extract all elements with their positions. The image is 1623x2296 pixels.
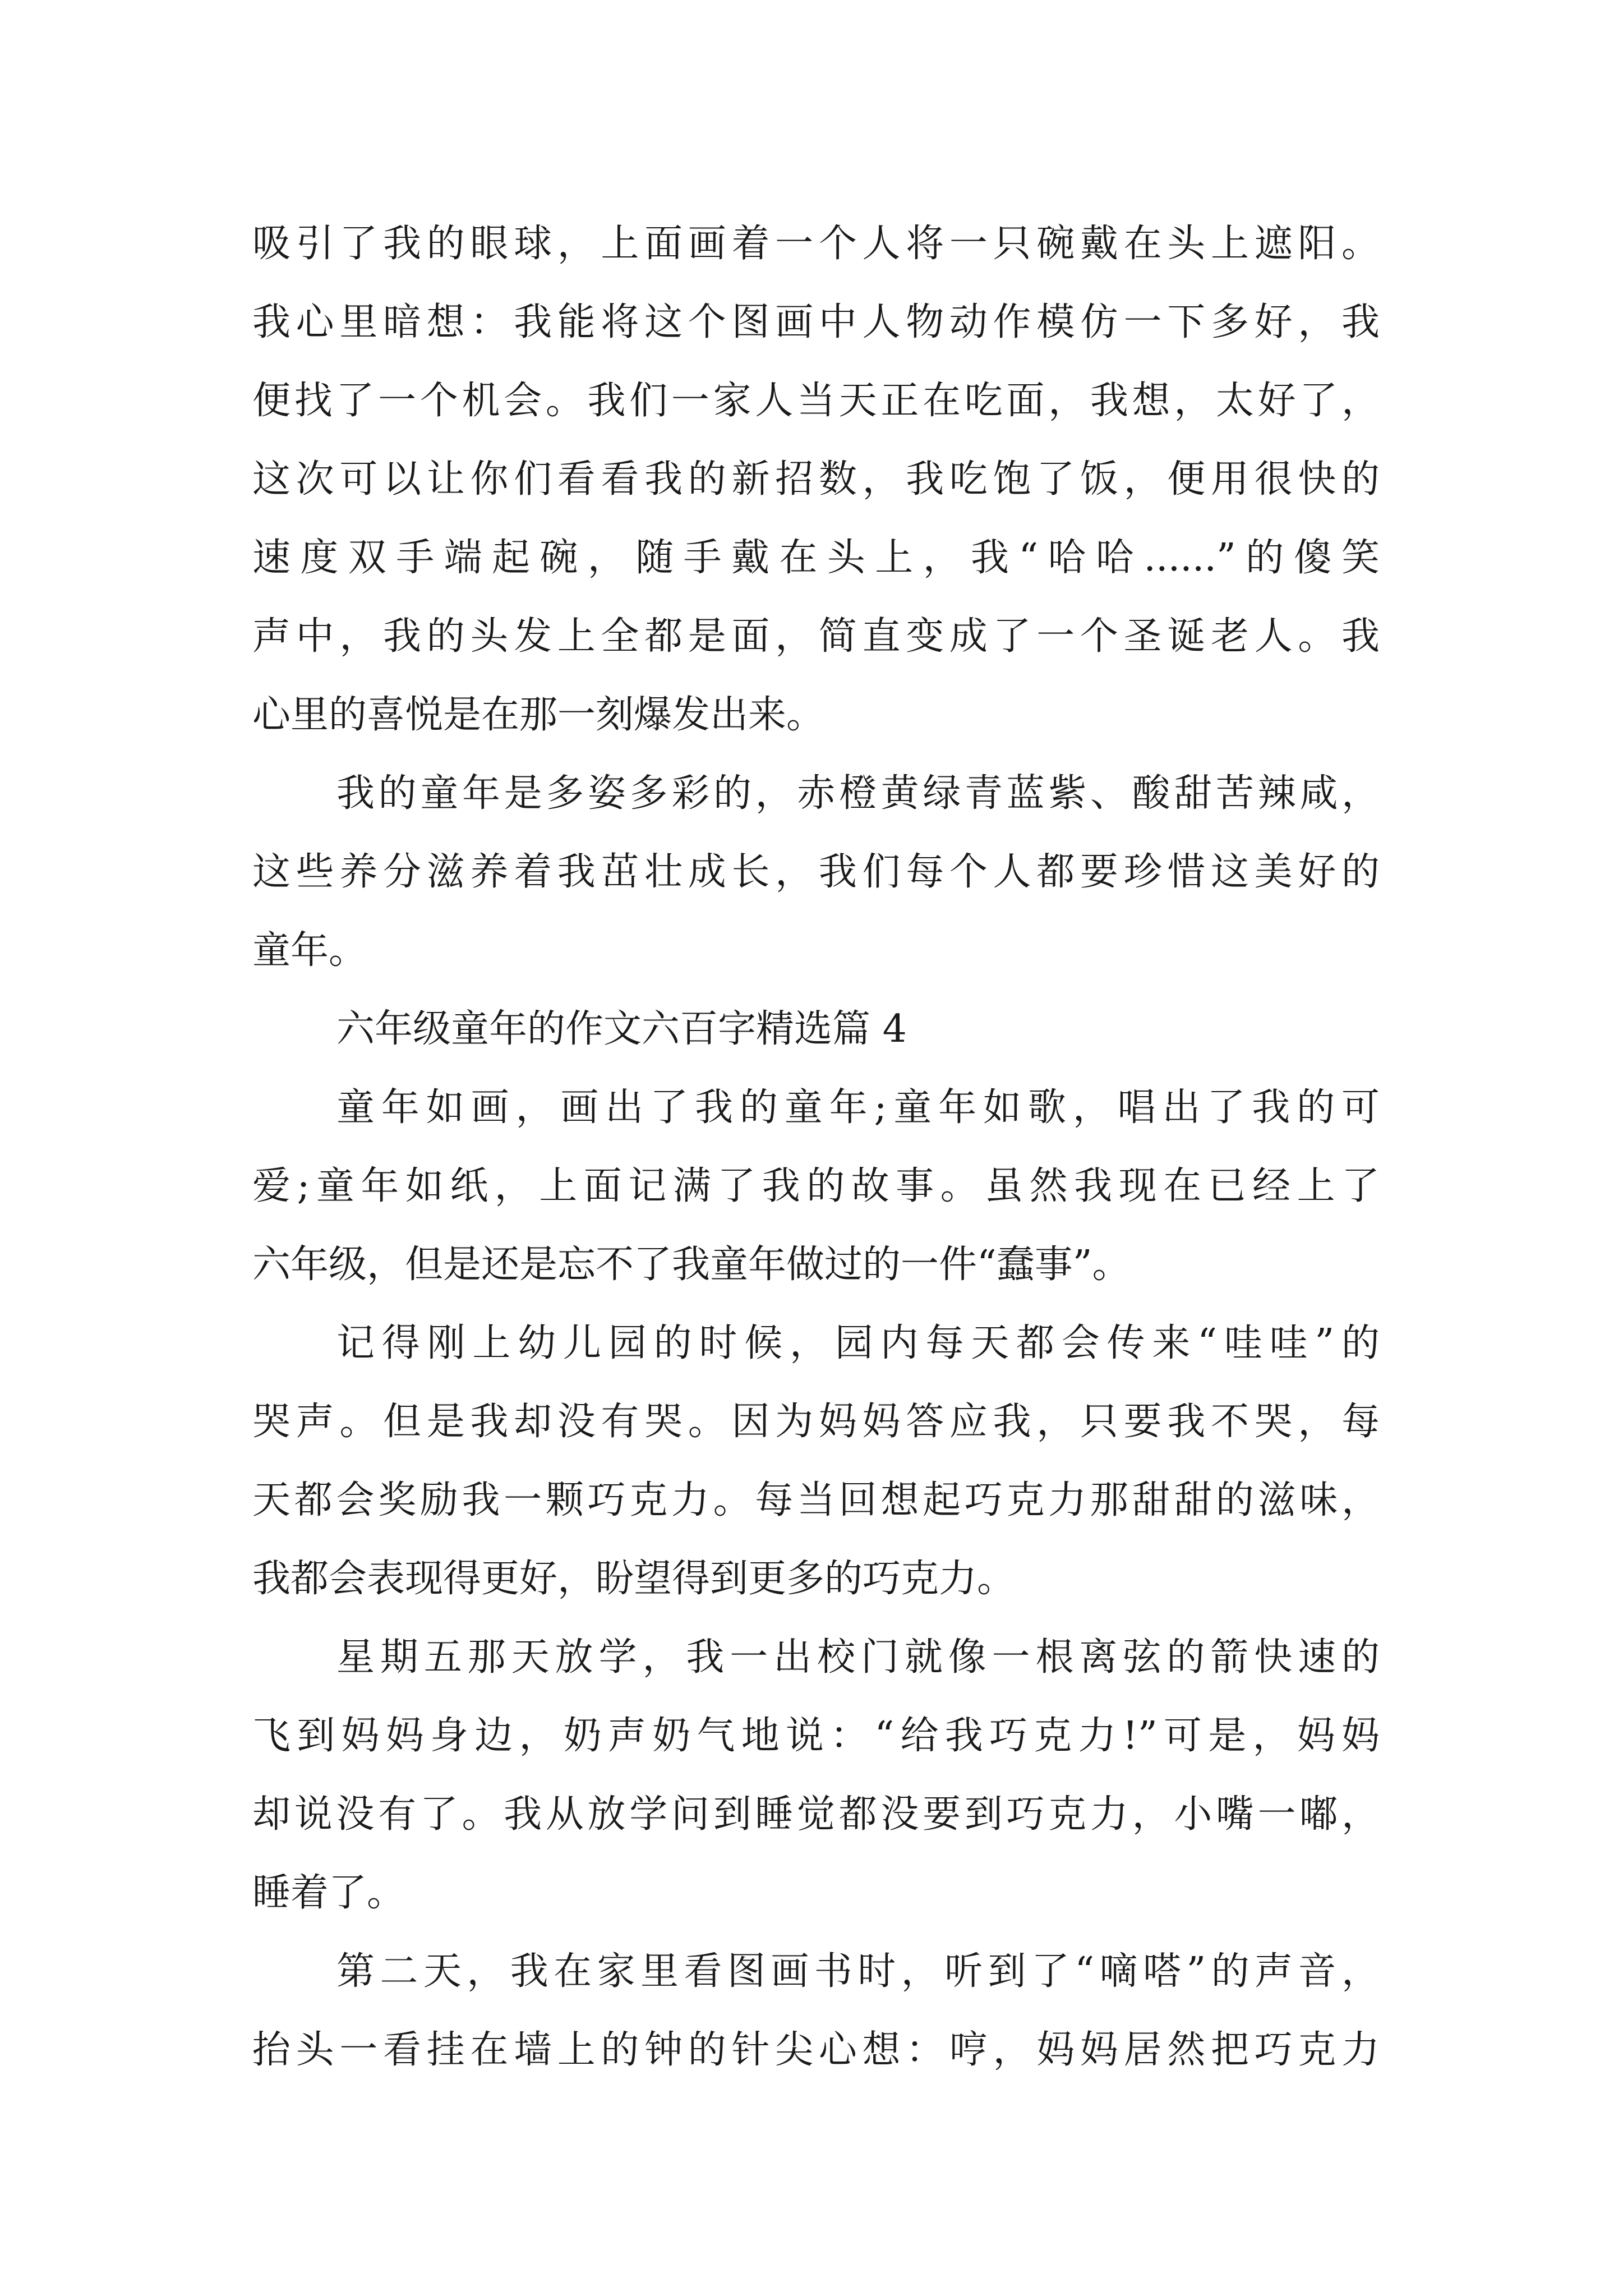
paragraph-line: 吸引了我的眼球，上面画着一个人将一只碗戴在头上遮阳。 <box>252 222 1380 266</box>
paragraph-line: 这次可以让你们看看我的新招数，我吃饱了饭，便用很快的 <box>252 457 1380 501</box>
paragraph-line: 速度双手端起碗，随手戴在头上，我“哈哈......”的傻笑 <box>252 536 1380 580</box>
paragraph-line: 这些养分滋养着我茁壮成长，我们每个人都要珍惜这美好的 <box>252 850 1380 894</box>
paragraph-line: 童年如画，画出了我的童年;童年如歌，唱出了我的可 <box>336 1085 1380 1130</box>
paragraph-line: 我心里暗想：我能将这个图画中人物动作模仿一下多好，我 <box>252 300 1380 344</box>
paragraph-line: 星期五那天放学，我一出校门就像一根离弦的箭快速的 <box>336 1635 1380 1680</box>
paragraph-line: 抬头一看挂在墙上的钟的针尖心想：哼，妈妈居然把巧克力 <box>252 2028 1380 2072</box>
paragraph-line: 哭声。但是我却没有哭。因为妈妈答应我，只要我不哭，每 <box>252 1400 1380 1444</box>
paragraph-line: 便找了一个机会。我们一家人当天正在吃面，我想，太好了， <box>252 379 1380 423</box>
paragraph-line: 声中，我的头发上全都是面，简直变成了一个圣诞老人。我 <box>252 614 1380 659</box>
paragraph-line: 童年。 <box>252 928 367 973</box>
paragraph-line: 天都会奖励我一颗巧克力。每当回想起巧克力那甜甜的滋味， <box>252 1478 1380 1522</box>
section-heading: 六年级童年的作文六百字精选篇 4 <box>336 1007 907 1051</box>
paragraph-line: 心里的喜悦是在那一刻爆发出来。 <box>252 693 825 737</box>
paragraph-line: 爱;童年如纸，上面记满了我的故事。虽然我现在已经上了 <box>252 1164 1380 1208</box>
paragraph-line: 飞到妈妈身边，奶声奶气地说：“给我巧克力!”可是，妈妈 <box>252 1714 1380 1758</box>
paragraph-line: 六年级，但是还是忘不了我童年做过的一件“蠢事”。 <box>252 1243 1131 1287</box>
paragraph-line: 记得刚上幼儿园的时候，园内每天都会传来“哇哇”的 <box>336 1321 1380 1365</box>
paragraph-line: 我的童年是多姿多彩的，赤橙黄绿青蓝紫、酸甜苦辣咸， <box>336 771 1380 816</box>
paragraph-line: 我都会表现得更好，盼望得到更多的巧克力。 <box>252 1557 1016 1601</box>
paragraph-line: 第二天，我在家里看图画书时，听到了“嘀嗒”的声音， <box>336 1949 1380 1994</box>
paragraph-line: 睡着了。 <box>252 1871 405 1915</box>
paragraph-line: 却说没有了。我从放学问到睡觉都没要到巧克力，小嘴一嘟， <box>252 1792 1380 1837</box>
